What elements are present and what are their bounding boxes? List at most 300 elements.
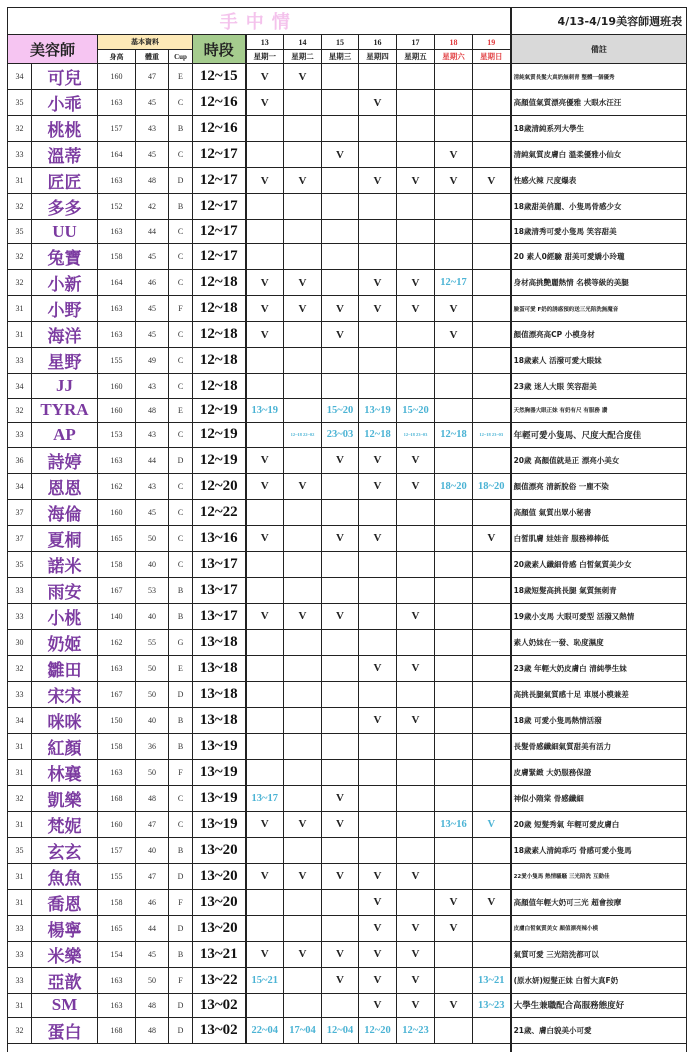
stylist-name[interactable]: 咪咪 [32, 707, 98, 733]
day-cell [435, 603, 473, 629]
cup-cell: C [169, 270, 193, 296]
day-cell [246, 629, 284, 655]
time-slot-cell: 12~16 [193, 116, 246, 142]
weekday-header: 星期二 [284, 50, 322, 64]
day-cell [397, 348, 435, 374]
day-cell: 15~20 [397, 398, 435, 422]
stylist-name[interactable]: 奶姬 [32, 629, 98, 655]
time-slot-cell: 12~18 [193, 348, 246, 374]
table-row [8, 525, 687, 551]
stylist-name[interactable]: UU [32, 220, 98, 244]
day-cell [397, 194, 435, 220]
time-slot-cell: 13~19 [193, 733, 246, 759]
day-cell [322, 374, 359, 398]
cup-cell: C [169, 811, 193, 837]
day-cell [246, 142, 284, 168]
stylist-name[interactable]: 喬恩 [32, 889, 98, 915]
day-cell [473, 759, 511, 785]
notes-cell: 18歲 可愛小隻馬熱情活潑 [511, 707, 687, 733]
day-cell [284, 90, 322, 116]
day-cell [473, 499, 511, 525]
day-cell [322, 837, 359, 863]
age-cell: 35 [8, 551, 32, 577]
stylist-name[interactable]: 米樂 [32, 941, 98, 967]
day-cell: V [322, 863, 359, 889]
table-row [8, 1017, 687, 1043]
day-cell: V [246, 168, 284, 194]
day-cell: V [435, 168, 473, 194]
stylist-name[interactable]: 多多 [32, 194, 98, 220]
stylist-name[interactable]: 詩婷 [32, 447, 98, 473]
week-title: 4/13-4/19美容師週班表 [511, 8, 687, 35]
day-cell: 18~20 [473, 473, 511, 499]
day-cell: V [359, 967, 397, 993]
day-cell [435, 967, 473, 993]
stylist-name[interactable]: 雛田 [32, 655, 98, 681]
cup-cell: B [169, 707, 193, 733]
day-cell [397, 499, 435, 525]
stylist-name[interactable]: JJ [32, 374, 98, 398]
day-cell [473, 322, 511, 348]
table-row [8, 322, 687, 348]
table-row [8, 577, 687, 603]
day-cell: 12~20 [359, 1017, 397, 1043]
table-row [8, 194, 687, 220]
height-cell: 162 [98, 473, 136, 499]
table-row [8, 785, 687, 811]
weight-cell: 48 [136, 785, 169, 811]
day-cell [473, 915, 511, 941]
day-cell [473, 707, 511, 733]
day-cell [397, 220, 435, 244]
weight-cell: 50 [136, 525, 169, 551]
date-header: 17 [397, 35, 435, 50]
stylist-name[interactable]: 夏桐 [32, 525, 98, 551]
height-cell: 163 [98, 993, 136, 1017]
day-cell [322, 629, 359, 655]
stylist-name[interactable]: 林襄 [32, 759, 98, 785]
stylist-name[interactable]: SM [32, 993, 98, 1017]
date-header: 14 [284, 35, 322, 50]
weight-cell: 42 [136, 194, 169, 220]
day-cell: V [284, 863, 322, 889]
cup-cell: C [169, 525, 193, 551]
table-row [8, 168, 687, 194]
day-cell [473, 142, 511, 168]
date-header: 19 [473, 35, 511, 50]
day-cell: V [359, 993, 397, 1017]
day-cell: V [246, 941, 284, 967]
day-cell [473, 116, 511, 142]
notes-cell: 18歲清秀可愛小隻馬 笑容甜美 [511, 220, 687, 244]
day-cell: V [435, 889, 473, 915]
weight-cell: 44 [136, 447, 169, 473]
age-cell: 32 [8, 785, 32, 811]
notes-header: 備註 [511, 35, 687, 64]
weight-header: 體重 [136, 50, 169, 64]
height-cell: 158 [98, 889, 136, 915]
stylist-name[interactable]: AP [32, 423, 98, 447]
stylist-name[interactable]: 恩恩 [32, 473, 98, 499]
notes-cell: 清純氣質皮膚白 溫柔優雅小仙女 [511, 142, 687, 168]
day-cell: V [322, 142, 359, 168]
day-cell [435, 941, 473, 967]
cup-cell: B [169, 941, 193, 967]
notes-cell: 23歲 年輕大奶皮膚白 清純學生妹 [511, 655, 687, 681]
day-cell [473, 64, 511, 90]
stylist-name[interactable]: 海倫 [32, 499, 98, 525]
day-cell [397, 116, 435, 142]
day-cell [435, 733, 473, 759]
day-cell [322, 220, 359, 244]
time-slot-cell: 13~18 [193, 629, 246, 655]
day-cell [284, 525, 322, 551]
stylist-name[interactable]: 兔寶 [32, 244, 98, 270]
day-cell [359, 348, 397, 374]
stylist-name[interactable]: 玄玄 [32, 837, 98, 863]
day-cell: V [473, 168, 511, 194]
day-cell: V [359, 915, 397, 941]
cup-cell: F [169, 967, 193, 993]
day-cell: V [284, 168, 322, 194]
height-cell: 154 [98, 941, 136, 967]
day-cell [473, 941, 511, 967]
notes-cell: 18歲素人清純乖巧 骨感可愛小隻馬 [511, 837, 687, 863]
table-row [8, 296, 687, 322]
weekday-header: 星期日 [473, 50, 511, 64]
height-cell: 157 [98, 837, 136, 863]
time-slot-cell: 13~18 [193, 707, 246, 733]
age-cell: 32 [8, 194, 32, 220]
age-cell: 30 [8, 629, 32, 655]
time-slot-cell: 13~02 [193, 993, 246, 1017]
table-row [8, 967, 687, 993]
day-cell [359, 116, 397, 142]
day-cell [284, 785, 322, 811]
stylist-name[interactable]: 小桃 [32, 603, 98, 629]
stylist-name[interactable]: 楊寧 [32, 915, 98, 941]
height-cell: 155 [98, 863, 136, 889]
height-cell: 150 [98, 707, 136, 733]
day-cell: V [322, 811, 359, 837]
day-cell [473, 90, 511, 116]
stylist-name[interactable]: 諾米 [32, 551, 98, 577]
table-row [8, 993, 687, 1017]
day-cell: V [246, 322, 284, 348]
stylist-name[interactable]: 星野 [32, 348, 98, 374]
day-cell [322, 244, 359, 270]
day-cell [322, 168, 359, 194]
weight-cell: 40 [136, 603, 169, 629]
day-cell [322, 889, 359, 915]
day-cell [473, 398, 511, 422]
notes-cell: 18歲甜美俏麗、小隻馬骨感少女 [511, 194, 687, 220]
day-cell [397, 374, 435, 398]
table-row [8, 220, 687, 244]
day-cell: V [284, 811, 322, 837]
day-cell [284, 447, 322, 473]
stylist-name[interactable]: 小野 [32, 296, 98, 322]
day-cell [435, 499, 473, 525]
day-cell: V [322, 967, 359, 993]
day-cell [359, 577, 397, 603]
time-slot-cell: 12~18 [193, 296, 246, 322]
day-cell: V [473, 811, 511, 837]
cup-cell: B [169, 116, 193, 142]
notes-cell: 素人奶妹在一發、恥度濕度 [511, 629, 687, 655]
cup-cell: F [169, 889, 193, 915]
day-cell [435, 551, 473, 577]
age-cell: 33 [8, 423, 32, 447]
day-cell [359, 837, 397, 863]
height-cell: 158 [98, 551, 136, 577]
day-cell: 12~04 [322, 1017, 359, 1043]
height-cell: 163 [98, 967, 136, 993]
notes-cell: 皮膚緊緻 大奶服務保證 [511, 759, 687, 785]
day-cell [435, 525, 473, 551]
day-cell [322, 348, 359, 374]
cup-cell: C [169, 499, 193, 525]
time-header: 時段 [193, 35, 246, 64]
day-cell: V [359, 889, 397, 915]
day-cell [435, 90, 473, 116]
stylist-name[interactable]: 雨安 [32, 577, 98, 603]
day-cell: 13~19 [359, 398, 397, 422]
day-cell [322, 915, 359, 941]
day-cell [473, 1017, 511, 1043]
table-row [8, 423, 687, 447]
day-cell [473, 681, 511, 707]
day-cell: V [359, 447, 397, 473]
time-slot-cell: 13~20 [193, 837, 246, 863]
day-cell [246, 499, 284, 525]
age-cell: 31 [8, 863, 32, 889]
weekday-header: 星期四 [359, 50, 397, 64]
day-cell [359, 759, 397, 785]
weight-cell: 43 [136, 473, 169, 499]
day-cell [435, 863, 473, 889]
day-cell [397, 64, 435, 90]
day-cell [284, 837, 322, 863]
weight-cell: 45 [136, 499, 169, 525]
day-cell [322, 551, 359, 577]
height-cell: 167 [98, 577, 136, 603]
notes-cell: 年輕可愛小隻馬、尺度大配合度佳 [511, 423, 687, 447]
age-cell: 37 [8, 525, 32, 551]
cup-cell: D [169, 168, 193, 194]
day-cell [359, 811, 397, 837]
stylist-name[interactable]: 小乖 [32, 90, 98, 116]
day-cell [359, 220, 397, 244]
day-cell [473, 733, 511, 759]
notes-cell: 20歲 短髮秀氣 年輕可愛皮膚白 [511, 811, 687, 837]
time-slot-cell: 13~19 [193, 811, 246, 837]
stylist-name[interactable]: 紅顏 [32, 733, 98, 759]
stylist-name[interactable]: 可兒 [32, 64, 98, 90]
day-cell: V [359, 270, 397, 296]
weight-cell: 45 [136, 244, 169, 270]
stylist-name[interactable]: 小新 [32, 270, 98, 296]
table-row [8, 707, 687, 733]
table-row [8, 499, 687, 525]
brand-cell [8, 8, 511, 35]
time-slot-cell: 13~02 [193, 1017, 246, 1043]
height-cell: 165 [98, 915, 136, 941]
cup-cell: C [169, 90, 193, 116]
weekday-header: 星期五 [397, 50, 435, 64]
day-cell [435, 707, 473, 733]
day-cell [246, 348, 284, 374]
weight-cell: 45 [136, 142, 169, 168]
stylist-name[interactable]: 魚魚 [32, 863, 98, 889]
day-cell [435, 577, 473, 603]
height-cell: 163 [98, 655, 136, 681]
age-cell: 31 [8, 889, 32, 915]
weight-cell: 53 [136, 577, 169, 603]
day-cell [246, 681, 284, 707]
cup-cell: D [169, 993, 193, 1017]
table-row [8, 374, 687, 398]
weight-cell: 43 [136, 374, 169, 398]
day-cell: 12~18 22~02 [284, 423, 322, 447]
age-cell: 34 [8, 64, 32, 90]
weight-cell: 50 [136, 967, 169, 993]
day-cell [246, 915, 284, 941]
stylist-name[interactable]: 梵妮 [32, 811, 98, 837]
day-cell [473, 374, 511, 398]
day-cell: V [397, 447, 435, 473]
day-cell [284, 244, 322, 270]
day-cell: V [246, 296, 284, 322]
age-cell: 31 [8, 759, 32, 785]
notes-cell: 身材高挑艷麗熱情 名模等級的美腿 [511, 270, 687, 296]
stylist-name[interactable]: 溫蒂 [32, 142, 98, 168]
cup-cell: E [169, 655, 193, 681]
date-header: 13 [246, 35, 284, 50]
weight-cell: 48 [136, 398, 169, 422]
height-cell: 165 [98, 525, 136, 551]
cup-cell: C [169, 142, 193, 168]
stylist-name[interactable]: 匠匠 [32, 168, 98, 194]
day-cell [246, 220, 284, 244]
cup-cell: B [169, 577, 193, 603]
weight-cell: 44 [136, 915, 169, 941]
age-cell: 31 [8, 322, 32, 348]
day-cell: V [359, 525, 397, 551]
table-row [8, 811, 687, 837]
day-cell [473, 785, 511, 811]
day-cell [246, 655, 284, 681]
height-header: 身高 [98, 50, 136, 64]
day-cell: V [322, 322, 359, 348]
date-header: 16 [359, 35, 397, 50]
time-slot-cell: 12~17 [193, 194, 246, 220]
time-slot-cell: 12~17 [193, 244, 246, 270]
table-row [8, 447, 687, 473]
age-cell: 33 [8, 915, 32, 941]
day-cell [322, 116, 359, 142]
height-cell: 163 [98, 296, 136, 322]
day-cell: V [284, 64, 322, 90]
day-cell [473, 270, 511, 296]
day-cell: V [397, 168, 435, 194]
time-slot-cell: 12~19 [193, 447, 246, 473]
cup-cell: C [169, 374, 193, 398]
height-cell: 155 [98, 348, 136, 374]
day-cell: V [284, 270, 322, 296]
stylist-name[interactable]: 桃桃 [32, 116, 98, 142]
age-cell: 34 [8, 707, 32, 733]
day-cell [473, 447, 511, 473]
day-cell: V [397, 993, 435, 1017]
time-slot-cell: 13~18 [193, 655, 246, 681]
stylist-name[interactable]: 凱樂 [32, 785, 98, 811]
day-cell [435, 244, 473, 270]
age-cell: 37 [8, 499, 32, 525]
time-slot-cell: 13~17 [193, 551, 246, 577]
day-cell: V [284, 941, 322, 967]
day-cell [397, 244, 435, 270]
table-row [8, 116, 687, 142]
time-slot-cell: 12~19 [193, 398, 246, 422]
day-cell [284, 629, 322, 655]
table-row [8, 90, 687, 116]
day-cell [359, 322, 397, 348]
day-cell [284, 551, 322, 577]
day-cell [397, 681, 435, 707]
day-cell: V [435, 296, 473, 322]
title-row [8, 8, 687, 35]
day-cell: V [359, 941, 397, 967]
weight-cell: 50 [136, 655, 169, 681]
day-cell [322, 577, 359, 603]
stylist-name[interactable]: TYRA [32, 398, 98, 422]
time-slot-cell: 12~17 [193, 220, 246, 244]
day-cell [284, 499, 322, 525]
day-cell: V [397, 941, 435, 967]
day-cell: 13~16 [435, 811, 473, 837]
height-cell: 158 [98, 733, 136, 759]
day-cell [246, 577, 284, 603]
table-row [8, 142, 687, 168]
notes-cell: 18歲清純系列大學生 [511, 116, 687, 142]
weight-cell: 50 [136, 759, 169, 785]
stylist-name[interactable]: 宋宋 [32, 681, 98, 707]
day-cell [246, 244, 284, 270]
day-cell: 17~04 [284, 1017, 322, 1043]
day-cell [397, 837, 435, 863]
day-cell [246, 551, 284, 577]
day-cell [473, 863, 511, 889]
time-slot-cell: 12~19 [193, 423, 246, 447]
day-cell [284, 348, 322, 374]
day-cell [246, 707, 284, 733]
stylist-name[interactable]: 亞歆 [32, 967, 98, 993]
day-cell [322, 707, 359, 733]
cup-cell: C [169, 220, 193, 244]
notes-cell: 長髮骨感纖細氣質甜美有活力 [511, 733, 687, 759]
table-row [8, 863, 687, 889]
day-cell [435, 785, 473, 811]
stylist-header: 美容師 [8, 35, 98, 64]
day-cell: 12~18 23~03 [397, 423, 435, 447]
stylist-name[interactable]: 蛋白 [32, 1017, 98, 1043]
day-cell: V [246, 90, 284, 116]
notes-cell: 20歲 高顏值就是正 漂亮小美女 [511, 447, 687, 473]
cup-cell: B [169, 733, 193, 759]
stylist-name[interactable]: 海洋 [32, 322, 98, 348]
day-cell: 15~21 [246, 967, 284, 993]
